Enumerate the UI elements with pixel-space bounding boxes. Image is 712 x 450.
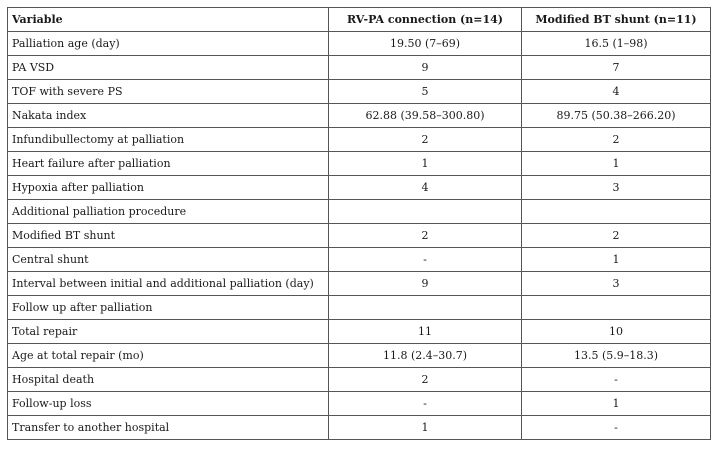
row-rv-pa-cell: - <box>329 392 522 416</box>
row-variable-cell: Central shunt <box>8 248 329 272</box>
header-bt-shunt: Modified BT shunt (n=11) <box>522 8 711 32</box>
row-variable-cell: Transfer to another hospital <box>8 416 329 440</box>
row-bt-shunt-cell: 89.75 (50.38–266.20) <box>522 104 711 128</box>
table-row <box>8 344 711 368</box>
header-variable: Variable <box>8 8 329 32</box>
row-rv-pa-cell <box>329 200 522 224</box>
row-bt-shunt-cell: 7 <box>522 56 711 80</box>
table-row <box>8 176 711 200</box>
table-row <box>8 320 711 344</box>
row-bt-shunt-cell: 3 <box>522 176 711 200</box>
row-variable-cell: Nakata index <box>8 104 329 128</box>
row-bt-shunt-cell: 16.5 (1–98) <box>522 32 711 56</box>
row-bt-shunt-cell: - <box>522 368 711 392</box>
header-rv-pa: RV-PA connection (n=14) <box>329 8 522 32</box>
row-variable-cell: Modified BT shunt <box>8 224 329 248</box>
table-row <box>8 56 711 80</box>
row-rv-pa-cell: 2 <box>329 368 522 392</box>
row-rv-pa-cell: 11 <box>329 320 522 344</box>
row-bt-shunt-cell: 3 <box>522 272 711 296</box>
row-bt-shunt-cell: 10 <box>522 320 711 344</box>
table-row <box>8 248 711 272</box>
data-table <box>7 7 711 440</box>
header-row <box>8 8 711 32</box>
row-variable-cell: Follow-up loss <box>8 392 329 416</box>
table-row <box>8 128 711 152</box>
row-rv-pa-cell: 4 <box>329 176 522 200</box>
row-variable-cell: TOF with severe PS <box>8 80 329 104</box>
table-row <box>8 272 711 296</box>
row-bt-shunt-cell <box>522 200 711 224</box>
table-container <box>7 7 711 440</box>
row-rv-pa-cell <box>329 296 522 320</box>
row-bt-shunt-cell: - <box>522 416 711 440</box>
table-row <box>8 152 711 176</box>
table-row <box>8 392 711 416</box>
row-variable-cell: Palliation age (day) <box>8 32 329 56</box>
row-variable-cell: Hospital death <box>8 368 329 392</box>
row-bt-shunt-cell <box>522 296 711 320</box>
row-bt-shunt-cell: 2 <box>522 224 711 248</box>
table-body <box>8 32 711 440</box>
row-bt-shunt-cell: 1 <box>522 248 711 272</box>
row-bt-shunt-cell: 1 <box>522 152 711 176</box>
table-row <box>8 80 711 104</box>
row-rv-pa-cell: 5 <box>329 80 522 104</box>
row-bt-shunt-cell: 4 <box>522 80 711 104</box>
table-row <box>8 200 711 224</box>
row-variable-cell: Follow up after palliation <box>8 296 329 320</box>
row-bt-shunt-cell: 13.5 (5.9–18.3) <box>522 344 711 368</box>
table-row <box>8 368 711 392</box>
row-rv-pa-cell: 9 <box>329 56 522 80</box>
row-rv-pa-cell: 9 <box>329 272 522 296</box>
row-rv-pa-cell: 11.8 (2.4–30.7) <box>329 344 522 368</box>
table-row <box>8 296 711 320</box>
row-variable-cell: Interval between initial and additional palliation (day) <box>8 272 329 296</box>
row-rv-pa-cell: 62.88 (39.58–300.80) <box>329 104 522 128</box>
row-bt-shunt-cell: 2 <box>522 128 711 152</box>
row-variable-cell: Infundibullectomy at palliation <box>8 128 329 152</box>
row-rv-pa-cell: 2 <box>329 224 522 248</box>
row-variable-cell: Total repair <box>8 320 329 344</box>
row-rv-pa-cell: 1 <box>329 152 522 176</box>
row-variable-cell: Additional palliation procedure <box>8 200 329 224</box>
table-row <box>8 224 711 248</box>
row-bt-shunt-cell: 1 <box>522 392 711 416</box>
row-variable-cell: Age at total repair (mo) <box>8 344 329 368</box>
row-variable-cell: Hypoxia after palliation <box>8 176 329 200</box>
row-rv-pa-cell: 2 <box>329 128 522 152</box>
table-row <box>8 416 711 440</box>
row-rv-pa-cell: 1 <box>329 416 522 440</box>
table-row <box>8 104 711 128</box>
row-rv-pa-cell: 19.50 (7–69) <box>329 32 522 56</box>
row-variable-cell: Heart failure after palliation <box>8 152 329 176</box>
row-variable-cell: PA VSD <box>8 56 329 80</box>
row-rv-pa-cell: - <box>329 248 522 272</box>
table-row <box>8 32 711 56</box>
